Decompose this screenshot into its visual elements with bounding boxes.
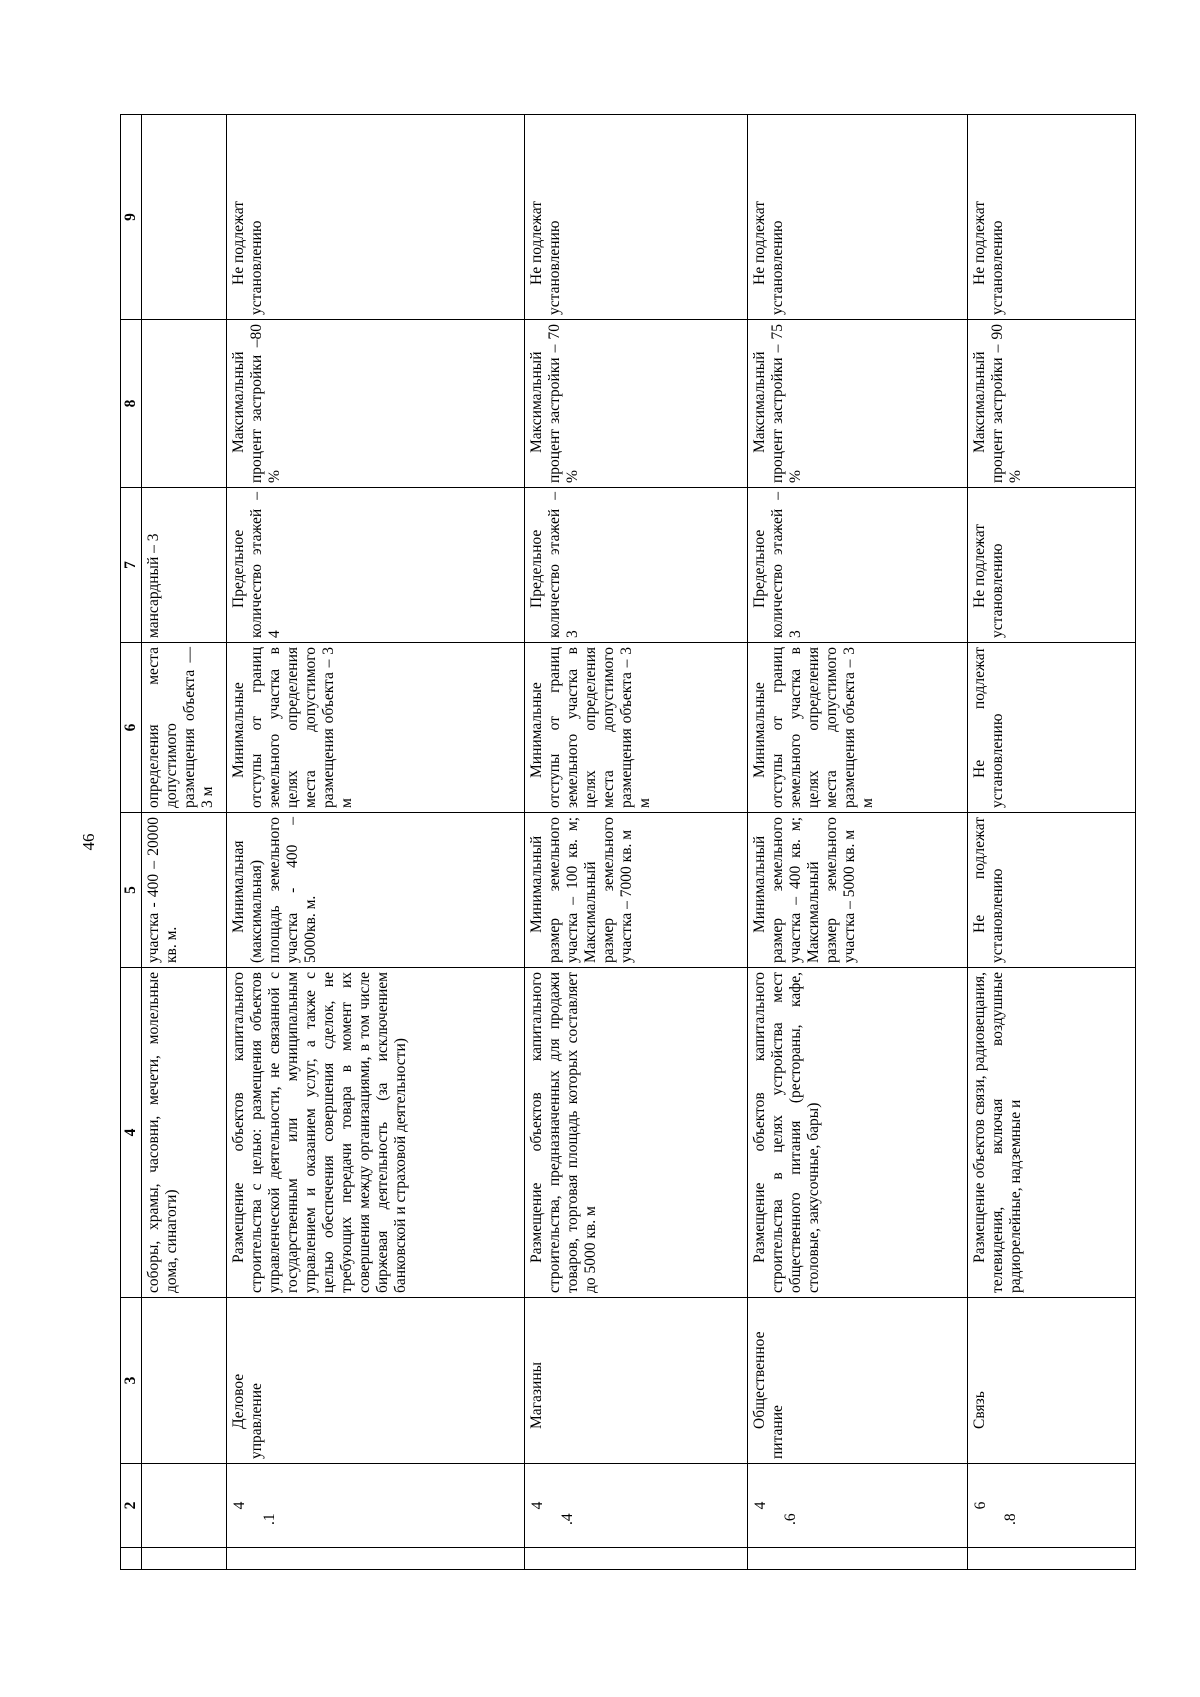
cont-description: соборы, храмы, часовни, мечети, молельные дома, синагоги)	[142, 968, 227, 1298]
row-floors: Предельное количество этажей – 3	[525, 488, 748, 643]
continuation-row	[142, 115, 227, 1570]
row-name: Магазины	[525, 1298, 748, 1464]
cont-floors: мансардный – 3	[142, 488, 227, 643]
land-use-table	[120, 114, 1136, 1570]
row-floors: Не подлежат установлению	[968, 488, 1136, 643]
row-area: Не подлежат установлению	[968, 813, 1136, 968]
table-row	[748, 115, 968, 1570]
row-setback: Минимальные отступы от границ земельного участка в целях определения места допустимого размещения объекта – 3 м	[748, 643, 968, 813]
row-coverage: Максимальный процент застройки – 90 %	[968, 320, 1136, 488]
row-floors: Предельное количество этажей – 4	[227, 488, 525, 643]
table-row	[525, 115, 748, 1570]
cont-setback: определения места допустимого размещения объекта — 3 м	[142, 643, 227, 813]
row-setback: Минимальные отступы от границ земельного участка в целях определения места допустимого размещения объекта – 3 м	[525, 643, 748, 813]
header-col-8: 8	[121, 320, 142, 488]
row-area: Минимальный размер земельного участка – 100 кв. м; Максимальный размер земельного участка – 7000 кв. м	[525, 813, 748, 968]
header-col-9: 9	[121, 115, 142, 320]
cont-col-9	[142, 115, 227, 320]
cont-col-1	[142, 1548, 227, 1570]
row-other: Не подлежат установлению	[748, 115, 968, 320]
table-row	[968, 115, 1136, 1570]
row-description: Размещение объектов связи, радиовещания, телевидения, включая воздушные радиорелейные, надземные и	[968, 968, 1136, 1298]
header-col-5: 5	[121, 813, 142, 968]
cont-col-8	[142, 320, 227, 488]
row-name: Деловое управление	[227, 1298, 525, 1464]
row-area: Минимальная (максимальная) площадь земельного участка - 400 – 5000кв. м.	[227, 813, 525, 968]
row-blank-cell	[525, 1548, 748, 1570]
row-description: Размещение объектов капитального строительства в целях устройства мест общественного питания (рестораны, кафе, столовые, закусочные, бары)	[748, 968, 968, 1298]
row-blank-cell	[748, 1548, 968, 1570]
row-coverage: Максимальный процент застройки – 75 %	[748, 320, 968, 488]
header-col-7: 7	[121, 488, 142, 643]
row-index: 4 .1	[227, 1464, 525, 1548]
row-setback: Минимальные отступы от границ земельного участка в целях определения места допустимого размещения объекта – 3 м	[227, 643, 525, 813]
header-col-4: 4	[121, 968, 142, 1298]
cont-col-3	[142, 1298, 227, 1464]
cont-area: участка - 400 – 20000 кв. м.	[142, 813, 227, 968]
table-row	[227, 115, 525, 1570]
row-index: 4 .6	[748, 1464, 968, 1548]
header-col-1	[121, 1548, 142, 1570]
header-row	[121, 115, 142, 1570]
row-coverage: Максимальный процент застройки – 70 %	[525, 320, 748, 488]
row-other: Не подлежат установлению	[227, 115, 525, 320]
rotated-table-container	[120, 115, 1100, 1570]
row-name: Связь	[968, 1298, 1136, 1464]
header-col-2: 2	[121, 1464, 142, 1548]
row-blank-cell	[968, 1548, 1136, 1570]
header-col-3: 3	[121, 1298, 142, 1464]
row-index: 6 .8	[968, 1464, 1136, 1548]
row-name: Общественное питание	[748, 1298, 968, 1464]
row-description: Размещение объектов капитального строительства с целью: размещения объектов управленческой деятельности, не связанной с государственным или муниципальным управлением и оказанием услуг, а также с целью обеспечения совершения сделок, не требующих передачи товара в момент их совершения между организациями, в том числе биржевая деятельность (за исключением банковской и страховой деятельности)	[227, 968, 525, 1298]
row-setback: Не подлежат установлению	[968, 643, 1136, 813]
row-description: Размещение объектов капитального строительства, предназначенных для продажи товаров, торговая площадь которых составляет до 5000 кв. м	[525, 968, 748, 1298]
row-coverage: Максимальный процент застройки –80 %	[227, 320, 525, 488]
row-blank-cell	[227, 1548, 525, 1570]
row-floors: Предельное количество этажей – 3	[748, 488, 968, 643]
header-col-6: 6	[121, 643, 142, 813]
cont-col-2	[142, 1464, 227, 1548]
row-other: Не подлежат установлению	[525, 115, 748, 320]
row-index: 4 .4	[525, 1464, 748, 1548]
row-other: Не подлежат установлению	[968, 115, 1136, 320]
row-area: Минимальный размер земельного участка – 400 кв. м; Максимальный размер земельного участка – 5000 кв. м	[748, 813, 968, 968]
page-number: 46	[79, 833, 98, 851]
